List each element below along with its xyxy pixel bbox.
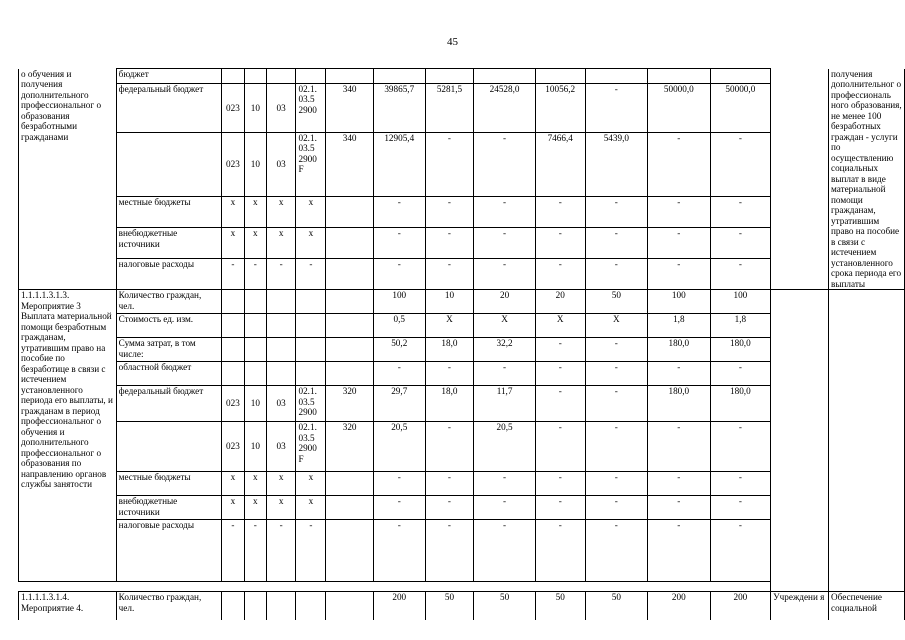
table-cell: 340 (326, 132, 374, 196)
funding-source: местные бюджеты (116, 197, 221, 228)
funding-source: Стоимость ед. изм. (116, 314, 221, 338)
table-cell: - (425, 472, 474, 496)
table-cell: x (244, 197, 266, 228)
table-cell: 50000,0 (710, 83, 771, 132)
table-cell: - (710, 520, 771, 582)
table-cell: - (648, 520, 711, 582)
funding-source: областной бюджет (116, 362, 221, 386)
table-cell: 10 (244, 83, 266, 132)
table-cell: - (535, 228, 585, 259)
table-cell: 180,0 (710, 338, 771, 362)
table-cell (326, 290, 374, 314)
table-cell: 20,5 (373, 422, 425, 472)
table-cell: - (585, 197, 647, 228)
table-cell: - (474, 228, 536, 259)
table-cell (474, 582, 536, 592)
table-cell: - (710, 197, 771, 228)
table-row (19, 69, 905, 84)
table-cell (116, 422, 221, 472)
table-cell: - (585, 520, 647, 582)
table-cell (244, 582, 266, 592)
table-cell (244, 362, 266, 386)
table-cell: 5281,5 (425, 83, 474, 132)
table-cell (326, 472, 374, 496)
table-cell: - (710, 132, 771, 196)
table-cell: - (535, 197, 585, 228)
funding-source: Сумма затрат, в том числе: (116, 338, 221, 362)
table-cell: - (221, 520, 244, 582)
table-cell: - (710, 362, 771, 386)
table-cell: 20 (535, 290, 585, 314)
table-cell: - (373, 197, 425, 228)
table-cell: 50,2 (373, 338, 425, 362)
table-cell (221, 362, 244, 386)
table-cell (326, 197, 374, 228)
table-cell: - (535, 362, 585, 386)
table-cell: x (266, 228, 296, 259)
table-cell: - (535, 386, 585, 422)
table-cell: - (474, 132, 536, 196)
table-cell: - (535, 496, 585, 520)
table-cell: 100 (373, 290, 425, 314)
table-cell (326, 592, 374, 620)
table-cell: - (648, 362, 711, 386)
table-cell (296, 582, 326, 592)
table-cell: 39865,7 (373, 83, 425, 132)
table-cell: - (648, 259, 711, 290)
executor: Учреждени я (771, 592, 829, 620)
table-cell: - (373, 472, 425, 496)
table-cell: - (648, 197, 711, 228)
table-cell: 200 (710, 592, 771, 620)
table-cell: - (535, 422, 585, 472)
table-cell (266, 592, 296, 620)
table-cell (296, 69, 326, 84)
table-cell: 100 (648, 290, 711, 314)
table-cell (296, 290, 326, 314)
table-cell (648, 69, 711, 84)
table-cell (266, 69, 296, 84)
funding-source: местные бюджеты (116, 472, 221, 496)
budget-table (18, 68, 905, 620)
table-cell (296, 362, 326, 386)
table-cell: 7466,4 (535, 132, 585, 196)
table-cell: - (585, 496, 647, 520)
table-cell: 200 (648, 592, 711, 620)
table-cell: - (535, 338, 585, 362)
table-cell: - (474, 259, 536, 290)
table-cell (266, 582, 296, 592)
table-cell: - (585, 422, 647, 472)
table-cell: 5439,0 (585, 132, 647, 196)
table-cell (326, 69, 374, 84)
table-cell (266, 362, 296, 386)
table-cell: 340 (326, 83, 374, 132)
table-cell (244, 592, 266, 620)
table-cell: 11,7 (474, 386, 536, 422)
table-cell: - (585, 386, 647, 422)
table-cell: - (648, 472, 711, 496)
table-cell: - (474, 362, 536, 386)
table-cell: 023 (221, 422, 244, 472)
table-cell (373, 69, 425, 84)
table-cell: 03 (266, 83, 296, 132)
table-cell: - (585, 338, 647, 362)
table-cell: 023 (221, 83, 244, 132)
table-cell: 02.1. 03.5 2900 (296, 83, 326, 132)
table-cell: - (648, 422, 711, 472)
measure-description: 1.1.1.1.3.1.4. Мероприятие 4. (19, 592, 117, 620)
table-cell (326, 362, 374, 386)
measure-description: о обучения и получения дополнительного профессиональног о образования безработными гражданами (19, 69, 117, 290)
table-cell: 320 (326, 422, 374, 472)
table-cell: - (710, 422, 771, 472)
table-cell: 02.1. 03.5 2900 F (296, 132, 326, 196)
table-cell (771, 290, 829, 592)
table-cell: x (296, 228, 326, 259)
funding-source: федеральный бюджет (116, 386, 221, 422)
table-cell: - (244, 259, 266, 290)
table-cell (326, 314, 374, 338)
table-cell: - (244, 520, 266, 582)
table-row (19, 290, 905, 314)
table-cell: - (425, 259, 474, 290)
table-cell: x (296, 472, 326, 496)
table-cell: - (266, 259, 296, 290)
table-cell: x (296, 496, 326, 520)
table-cell (19, 582, 117, 592)
table-cell (373, 582, 425, 592)
funding-source: Количество граждан, чел. (116, 592, 221, 620)
table-cell: 180,0 (648, 338, 711, 362)
table-cell (244, 314, 266, 338)
table-cell (585, 582, 647, 592)
table-cell: - (585, 83, 647, 132)
table-cell: 023 (221, 132, 244, 196)
expected-result: получения дополнительног о профессиональ ного образования, не менее 100 безработных граждан - услуги по осуществлению социальных выплат в виде материальной помощи гражданам, утратившим право на пособие в связи с истечением установленного срока периода его выплаты (829, 69, 905, 290)
funding-source: внебюджетные источники (116, 228, 221, 259)
table-cell: 10 (425, 290, 474, 314)
table-cell (244, 338, 266, 362)
table-cell: - (425, 228, 474, 259)
table-cell (585, 69, 647, 84)
table-cell: x (244, 472, 266, 496)
table-cell: - (535, 472, 585, 496)
table-cell (221, 69, 244, 84)
funding-source: бюджет (116, 69, 221, 84)
table-cell: - (474, 520, 536, 582)
table-cell: - (474, 197, 536, 228)
table-cell: - (710, 496, 771, 520)
table-cell: - (221, 259, 244, 290)
table-cell: 10056,2 (535, 83, 585, 132)
table-cell: 50000,0 (648, 83, 711, 132)
table-cell: - (535, 520, 585, 582)
funding-source: налоговые расходы (116, 259, 221, 290)
table-cell: - (474, 496, 536, 520)
funding-source: Количество граждан, чел. (116, 290, 221, 314)
table-cell (266, 338, 296, 362)
table-cell (326, 496, 374, 520)
table-cell: 12905,4 (373, 132, 425, 196)
table-cell: x (221, 496, 244, 520)
table-cell: x (296, 197, 326, 228)
expected-result: Обеспечение социальной (829, 592, 905, 620)
table-cell: - (373, 228, 425, 259)
table-cell (326, 520, 374, 582)
table-cell: - (710, 259, 771, 290)
table-cell (244, 69, 266, 84)
table-cell: 50 (535, 592, 585, 620)
table-cell: 023 (221, 386, 244, 422)
table-cell: - (585, 362, 647, 386)
table-cell: - (648, 228, 711, 259)
table-cell (221, 592, 244, 620)
table-cell (244, 290, 266, 314)
table-cell (266, 290, 296, 314)
table-row (19, 592, 905, 620)
table-cell: x (244, 496, 266, 520)
table-cell: 0,5 (373, 314, 425, 338)
table-cell: x (266, 472, 296, 496)
table-cell (425, 69, 474, 84)
table-cell: 180,0 (710, 386, 771, 422)
table-cell: - (425, 197, 474, 228)
table-cell: - (296, 259, 326, 290)
table-cell: 24528,0 (474, 83, 536, 132)
table-cell: 1,8 (648, 314, 711, 338)
table-cell: Х (474, 314, 536, 338)
table-cell: Х (425, 314, 474, 338)
table-cell: x (244, 228, 266, 259)
table-cell: - (710, 228, 771, 259)
table-cell (326, 259, 374, 290)
table-cell: x (221, 197, 244, 228)
page-number: 45 (447, 36, 458, 48)
table-cell: - (425, 496, 474, 520)
table-cell: 29,7 (373, 386, 425, 422)
table-cell: - (425, 520, 474, 582)
table-cell: 32,2 (474, 338, 536, 362)
table-cell (296, 314, 326, 338)
table-cell: 18,0 (425, 386, 474, 422)
table-cell: - (296, 520, 326, 582)
table-cell (710, 69, 771, 84)
table-cell: - (585, 472, 647, 496)
table-cell: x (221, 472, 244, 496)
table-cell: 20 (474, 290, 536, 314)
table-cell: 50 (585, 592, 647, 620)
table-cell (535, 69, 585, 84)
table-cell (221, 582, 244, 592)
table-cell (296, 338, 326, 362)
table-cell: 02.1. 03.5 2900 (296, 386, 326, 422)
table-cell (221, 290, 244, 314)
table-cell: x (266, 496, 296, 520)
table-cell (326, 338, 374, 362)
table-cell: x (221, 228, 244, 259)
funding-source: налоговые расходы (116, 520, 221, 582)
table-cell (425, 582, 474, 592)
table-cell (326, 228, 374, 259)
table-cell (266, 314, 296, 338)
table-cell: 50 (585, 290, 647, 314)
table-cell: Х (585, 314, 647, 338)
table-cell: 10 (244, 132, 266, 196)
table-cell: - (648, 496, 711, 520)
funding-source: федеральный бюджет (116, 83, 221, 132)
table-cell (474, 69, 536, 84)
table-cell: - (585, 259, 647, 290)
table-cell (710, 582, 771, 592)
table-cell: 03 (266, 132, 296, 196)
table-cell (221, 314, 244, 338)
table-cell: 50 (474, 592, 536, 620)
table-cell: 100 (710, 290, 771, 314)
table-cell: - (474, 472, 536, 496)
table-cell (535, 582, 585, 592)
table-cell: 1,8 (710, 314, 771, 338)
table-cell: 50 (425, 592, 474, 620)
table-cell: x (266, 197, 296, 228)
table-cell (326, 582, 374, 592)
table-cell: 10 (244, 422, 266, 472)
table-cell (221, 338, 244, 362)
table-cell: 03 (266, 386, 296, 422)
table-cell: 10 (244, 386, 266, 422)
table-cell (829, 290, 905, 592)
table-cell: 18,0 (425, 338, 474, 362)
table-cell: 200 (373, 592, 425, 620)
table-cell: - (373, 259, 425, 290)
table-cell (296, 592, 326, 620)
measure-description: 1.1.1.1.3.1.3. Мероприятие 3 Выплата материальной помощи безработным гражданам, утратившим право на пособие по безработице в связи с истечением установленного периода его выплаты, и гражданам в период профессиональног о обучения и дополнительного профессиональног о образования по направлению органов службы занятости (19, 290, 117, 582)
table-cell: - (710, 472, 771, 496)
table-cell: - (373, 362, 425, 386)
table-cell: 180,0 (648, 386, 711, 422)
table-cell: - (373, 496, 425, 520)
table-cell: Х (535, 314, 585, 338)
table-cell: - (425, 132, 474, 196)
table-cell: - (373, 520, 425, 582)
table-cell: - (648, 132, 711, 196)
table-cell: - (585, 228, 647, 259)
table-cell: - (425, 422, 474, 472)
table-cell: 03 (266, 422, 296, 472)
table-cell (116, 132, 221, 196)
funding-source: внебюджетные источники (116, 496, 221, 520)
table-cell (116, 582, 221, 592)
table-cell: - (425, 362, 474, 386)
table-cell (648, 582, 711, 592)
table-cell: 320 (326, 386, 374, 422)
table-cell: 20,5 (474, 422, 536, 472)
table-cell: - (535, 259, 585, 290)
table-cell (771, 69, 829, 290)
table-cell: 02.1. 03.5 2900 F (296, 422, 326, 472)
table-cell: - (266, 520, 296, 582)
